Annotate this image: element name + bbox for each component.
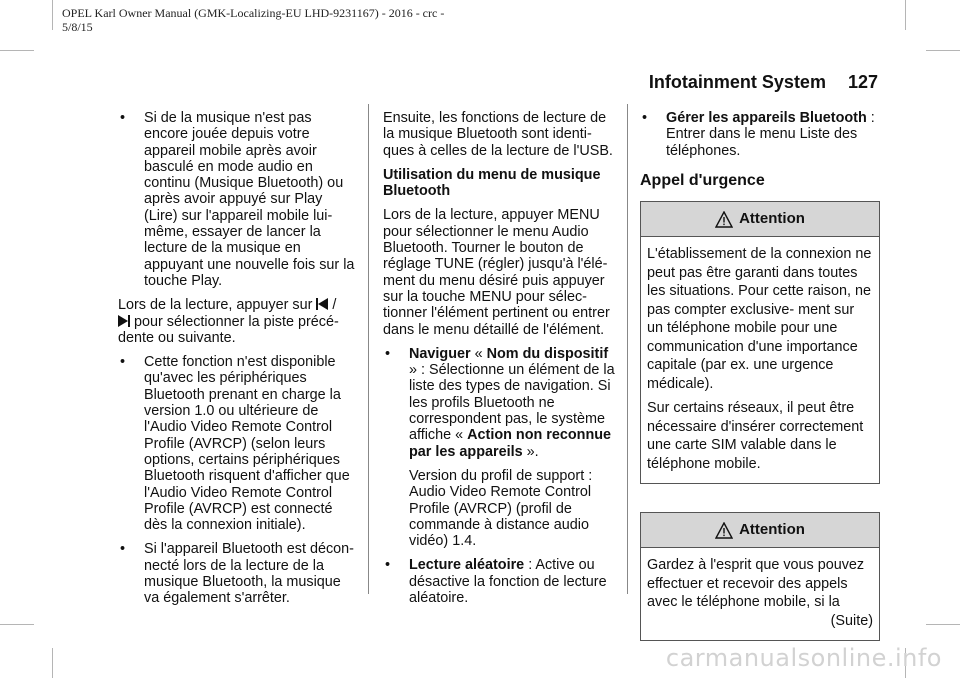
list-item-text: Si de la musique n'est pas encore jouée depuis votre appareil mobile après avoir basculé en mode audio en continu (Musique Bluetooth) ou après avoir appuyé sur Play (Lire) sur l'appareil mobile lui-même, essayer de lancer la lecture de la musique en appuyant une nouvelle fois sur la touche Play.	[144, 110, 355, 289]
bullet-dot: •	[385, 557, 391, 574]
list-item	[383, 346, 615, 460]
list-item	[640, 110, 880, 159]
sub-paragraph: Version du profil de support : Audio Video Remote Control Profile (AVRCP) (profil de commande à distance audio vidéo) 1.4.	[409, 467, 593, 550]
section-header	[600, 72, 878, 93]
column-divider	[627, 104, 628, 594]
warning-triangle-icon	[715, 522, 733, 539]
column-right	[640, 110, 880, 655]
list-item	[383, 557, 615, 606]
quote-mark: «	[474, 345, 483, 362]
attention-header	[641, 513, 879, 548]
subsection-heading: Appel d'urgence	[640, 171, 765, 189]
crop-mark	[0, 50, 34, 51]
list-item	[118, 541, 358, 606]
crop-mark	[926, 624, 960, 625]
watermark: carmanualsonline.info	[665, 644, 942, 672]
attention-body	[641, 548, 879, 640]
column-left	[118, 110, 358, 615]
bullet-dot: •	[120, 110, 126, 126]
list-item-text: : Entrer dans le menu Liste des téléphones.	[666, 110, 875, 159]
menu-paragraph: Lors de la lecture, appuyer MENU pour sélectionner le menu Audio Bluetooth. Tourner le bouton de réglage TUNE (régler) jusqu'à l'élé- ment du menu désiré puis appuyer sur la touche MENU pour sélec- tionner l'élément pertinent ou entrer dans le menu détaillé de l'élément.	[383, 207, 610, 338]
term-label: Gérer les appareils Bluetooth	[666, 110, 867, 126]
attention-box	[640, 201, 880, 484]
document-header	[62, 6, 522, 34]
paragraph-text: pour sélectionner la piste précé- dente ou suivante.	[118, 313, 339, 346]
document-id-line: OPEL Karl Owner Manual (GMK-Localizing-EU LHD-9231167) - 2016 - crc -	[62, 6, 445, 20]
column-divider	[368, 104, 369, 594]
column-middle	[383, 110, 615, 614]
crop-mark	[926, 50, 960, 51]
list-item-text: ».	[526, 443, 539, 460]
paragraph-text: Lors de la lecture, appuyer sur	[118, 297, 313, 314]
bullet-dot: •	[642, 110, 648, 126]
crop-mark	[52, 0, 53, 30]
attention-text: Sur certains réseaux, il peut être nécessaire d'insérer correctement une carte SIM valable dans le téléphone mobile.	[647, 400, 864, 472]
crop-mark	[0, 624, 34, 625]
term-label: Action non reconnue par les appareils	[409, 427, 612, 460]
list-item-text: : Active ou désactive la fonction de lecture aléatoire.	[409, 557, 607, 607]
continued-label: (Suite)	[830, 612, 873, 629]
skip-previous-icon	[316, 298, 328, 310]
warning-triangle-icon	[715, 211, 733, 228]
bullet-dot: •	[385, 345, 391, 362]
bullet-dot: •	[120, 354, 126, 371]
attention-header	[641, 202, 879, 237]
attention-body	[641, 237, 879, 483]
list-item-text: Si l'appareil Bluetooth est décon- necté lors de la lecture de la musique Bluetooth, la musique va également s'arrêter.	[144, 541, 354, 607]
paragraph-track-select	[118, 297, 358, 346]
attention-text: Gardez à l'esprit que vous pouvez effectuer et recevoir des appels avec le téléphone mobile, si la	[647, 557, 865, 611]
list-item	[118, 354, 358, 533]
subsection-heading: Utilisation du menu de musique Bluetooth	[383, 166, 601, 200]
attention-box	[640, 512, 880, 641]
intro-paragraph: Ensuite, les fonctions de lecture de la musique Bluetooth sont identi- ques à celles de la lecture de l'USB.	[383, 110, 613, 159]
term-label: Nom du dispositif	[486, 345, 609, 362]
list-item-text: » : Sélectionne un élément de la liste des types de navigation. Si les profils Bluetooth ne correspondent pas, le système affiche «	[409, 362, 615, 444]
page-number: 127	[847, 72, 878, 92]
section-title: Infotainment System	[648, 72, 826, 92]
paragraph-separator: /	[332, 297, 337, 314]
list-item-text: Cette fonction n'est disponible qu'avec les périphériques Bluetooth prenant en charge la version 1.0 ou ultérieure de l'Audio Video Remote Control Profile (AVRCP) (selon leurs options, certains périphériques Bluetooth risquent d'afficher que l'Audio Video Remote Control Profile (AVRCP) est connecté dès la connexion initiale).	[144, 354, 350, 534]
list-item	[118, 110, 358, 289]
bullet-dot: •	[120, 541, 126, 558]
attention-title: Attention	[739, 210, 805, 228]
term-label: Lecture aléatoire	[409, 557, 525, 574]
attention-text: L'établissement de la connexion ne peut pas être garanti dans toutes les situations. Pour cette raison, ne pas compter exclusive- ment sur un téléphone mobile pour une communication d'une importance capitale (par ex. une urgence médicale).	[647, 246, 872, 392]
document-date-line: 5/8/15	[62, 20, 93, 34]
term-label: Naviguer	[409, 345, 471, 362]
crop-mark	[52, 648, 53, 678]
skip-next-icon	[118, 315, 130, 327]
crop-mark	[905, 0, 906, 30]
attention-title: Attention	[739, 521, 805, 539]
